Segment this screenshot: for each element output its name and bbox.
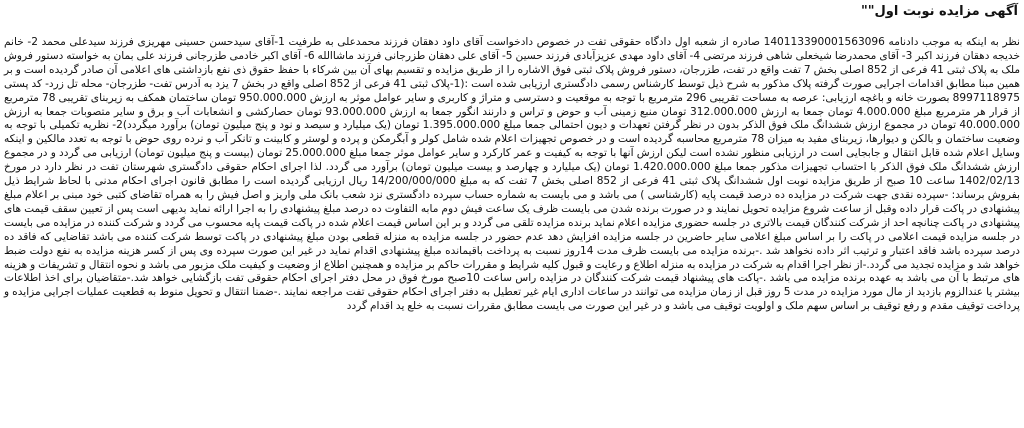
notice-title: آگهی مزایده نوبت اول""	[860, 4, 1018, 19]
notice-body-text: نظر به اینکه به موجب دادنامه 140113390001563096 صادره از شعبه اول دادگاه حقوقی تفت در خصوص دادخواست آقای داود دهقان فرزند محمدعلی به طرفیت 1-آقای سیدحسن حسینی مهریزی فرزند سیدعلی محمد 2- خانم خدیجه دهقان فرزند اکبر 3- آقای محمدرضا شیخعلی شاهی فرزند مرتضی 4- آقای داود مهدی عزیزآبادی فرزند حسین 5- آقای علی دهقان طزرجانی فرزند ماشاالله 6- آقای اکبر خادمی طزرجانی فرزند علی بمان به خواسته دستور فروش ملک به پلاک ثبتی 41 فرعی از 852 اصلی بخش 7 تفت واقع در تفت، طزرجان، دستور فروش پلاک ثبتی فوق الاشاره را از طریق مزایده و تقسیم بهای آن بین شرکاء با حفظ حقوق ذی نفع بازداشتی های اعلامی آن صادر گردیده است و بر همین مبنا مطابق اقدامات اجرایی صورت گرفته پلاک مذکور به شرح ذیل توسط کارشناس رسمی دادگستری ارزیابی شده است :(1-پلاک ثبتی 41 فرعی از 852 اصلی واقع در بخش 7 یزد به آدرس تفت- طزرجان- محله تل زرد- کد پستی 8997118975 بصورت خانه و باغچه ارزیابی: عرصه به مساحت تقریبی 296 مترمربع با توجه به موقعیت و دسترسی و متراژ و کاربری و سایر عوامل موثر به ارزش 950.000.000 تومان ساختمان همکف به زیربنای تقریبی 78 مترمربع از قرار هر مترمربع مبلغ 4.000.000 تومان جمعا به ارزش 312.000.000 تومان منبع زمینی آب و حوض و تراس و دارنند انگور جمعا به ارزش 93.000.000 تومان حصارکشی و انشعابات آب و برق و سایر متصوبات جمعا به ارزش 40.000.000 تومان در مجموع ارزش ششدانگ ملک فوق الذکر بدون در نظر گرفتن تعهدات و دیون احتمالی جمعا مبلغ 1.395.000.000 تومان (یک میلیارد و سیصد و نود و پنج میلیون تومان) برآورد میگردد)2- نظریه تکمیلی با توجه به وضعیت ساختمان و بالکن و دیوارها، زیربنای مفید به میزان 78 مترمربع محاسبه گردیده است و در خصوص تجهیزات اعلام شده شامل کولر و آبگرمکن و پرده و لوستر و کابینت و تانکر آب و نرده روی حوض با توجه به تعدد مالکین و اینکه وسایل اعلام شده قابل انتقال و جابجایی است در ارزیابی منظور نشده است لیکن ارزش آنها با توجه به کیفیت و عمر کارکرد و سایر عوامل موثر جمعا مبلغ 25.000.000 تومان (بیست و پنج میلیون تومان) ارزیابی می گردد و در مجموع ارزش ششدانگ ملک فوق الذکر با احتساب تجهیزات مذکور جمعا مبلغ 1.420.000.000 تومان (یک میلیارد و چهارصد و بیست میلیون تومان) برآورد می گردد. لذا اجرای احکام حقوقی دادگستری شهرستان تفت در نظر دارد در مورخ 1402/02/13 ساعت 10 صبح از طریق مزایده نوبت اول ششدانگ پلاک ثبتی 41 فرعی از 852 اصلی بخش 7 تفت که به مبلغ 14/200/000/000 ریال ارزیابی گردیده است را مطابق قانون اجرای احکام مدنی با لحاظ شرایط ذیل بفروش برساند: -سپرده نقدی جهت شرکت در مزایده ده درصد قیمت پایه (کارشناسی ) می باشد و می بایست به شماره حساب سپرده دادگستری نزد شعب بانک ملی واریز و اصل فیش را به همراه تقاضای کتبی خود مبنی بر اعلام مبلغ پیشنهادی در پاکت قرار داده وقبل از ساعت شروع مزایده تحویل نمایند و در صورت برنده شدن می بایست ظرف یک ساعت فیش دوم مابه التفاوت ده درصد مبلغ پیشنهادی را به اجرا ارائه نماید بدیهی است پس از تعیین سقف قیمت های پیشنهادی در پاکت چنانچه احد از شرکت کنندگان قیمت بالاتری در جلسه حضوری مزایده اعلام نماید برنده مزایده تلقی می گردد و بر این اساس قیمت اعلام شده در پاکت قیمت پایه محسوب می گردد و شرکت کننده در مزایده می بایست در جلسه مزایده قیمت اعلامی در پاکت را بر اساس مبلغ اعلامی سایر حاضرین در جلسه مزایده افزایش دهد عدم حضور در جلسه مزایده به منزله قطعی بودن مبلغ پیشنهادی در پاکت توسط شرکت کننده می باشد تقاضایی که فاقد ده درصد سپرده باشد فاقد اعتبار و ترتیب اثر داده نخواهد شد .-برنده مزایده می بایست ظرف مدت 14روز نسبت به پرداخت باقیمانده مبلغ پیشنهادی اقدام نماید در غیر این صورت سپرده وی پس از کسر هزینه مزایده به نفع دولت ضبط خواهد شد و مزایده تجدید می گردد.-از نظر اجرا اقدام به شرکت در مزایده به منزله اطلاع و رعایت و قبول کلیه شرایط و مقررات حاکم بر مزایده و همچنین اطلاع از وضعیت و کیفیت ملک مزبور می باشد و نحوه انتقال و تشریفات و هزینه های مرتبط با آن می باشد به عهده برنده مزایده می باشد .-پاکت های پیشنهاد قیمت شرکت کنندگان در مزایده راس ساعت 10صبح مورخ فوق در محل دفتر اجرای احکام حقوقی تفت بازگشایی خواهد شد.-متقاضیان برای اخذ اطلاعات بیشتر یا عندالزوم بازدید از مال مورد مزایده در مدت 5 روز قبل از زمان مزایده می توانند در ساعات اداری ایام غیر تعطیل به دفتر اجرای احکام حقوقی تفت مراجعه نمایند .-ضمنا انتقال و تحویل منوط به قطعیت عملیات اجرایی مزایده و پرداخت توقیف مقدم و رفع توقیف بر اساس سهم ملک و اولویت توقیف می باشد و در غیر این صورت می بایست مطابق مقررات نسبت به خلع ید اقدام گردد	[4, 36, 1021, 313]
